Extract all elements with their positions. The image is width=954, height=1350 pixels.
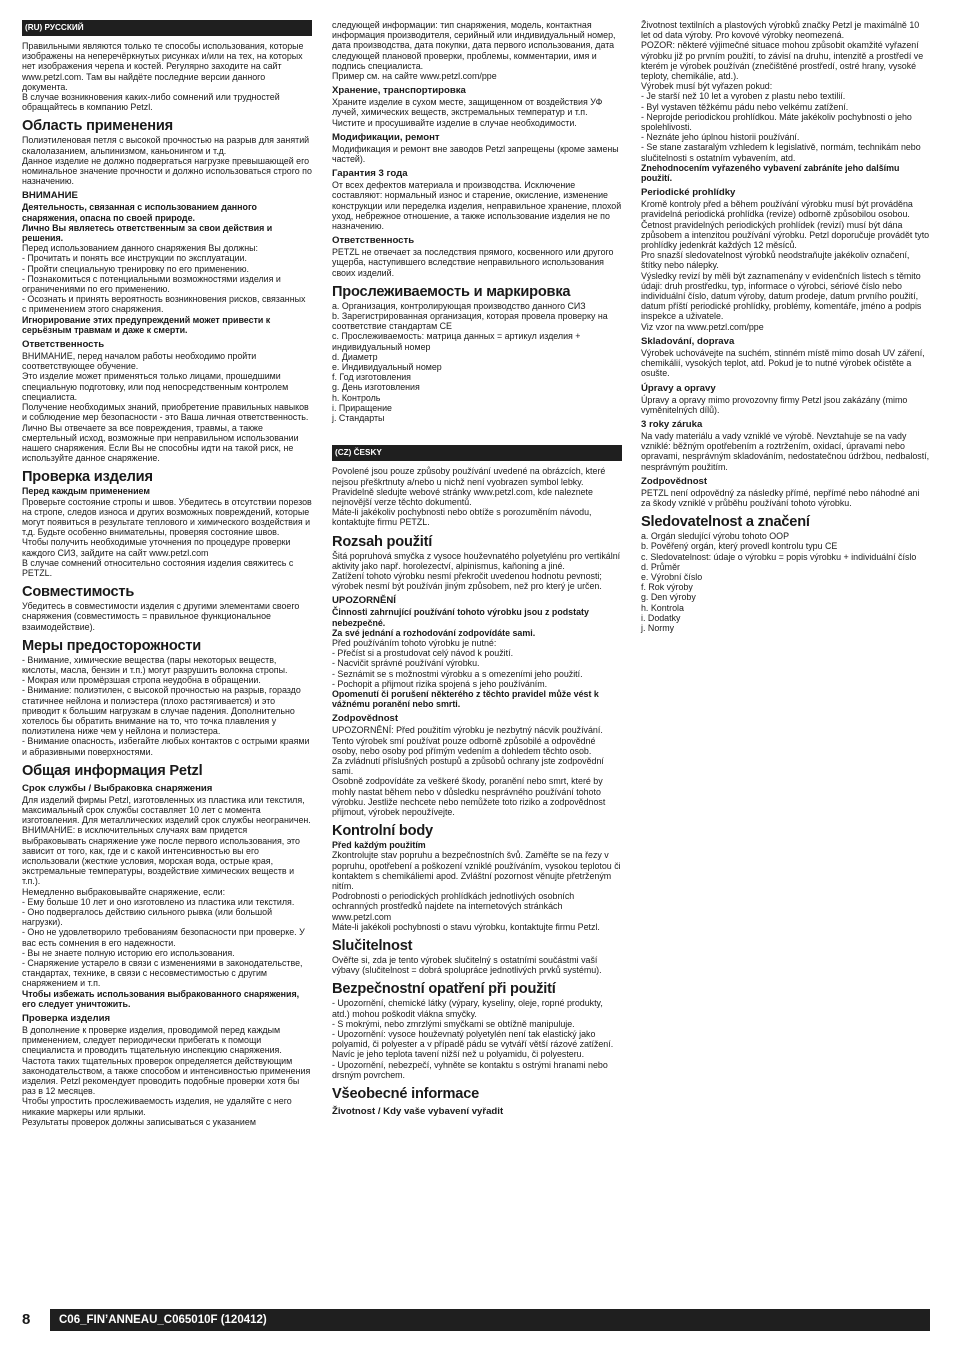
warning-text: Činnosti zahrnující používání tohoto výrobku jsou z podstaty nebezpečné. Za své jednání a rozhodování zodpovídáte sami. — [332, 607, 589, 638]
warning-text: Před každým použitím — [332, 840, 426, 851]
paragraph: Zkontrolujte stav popruhu a bezpečnostních švů. Zaměřte se na řezy v popruhu, opotřebení a poškození vzniklé používáním, vysokou teplotou či kontaktem s chemikáliemi apod. Zvláštní pozornost věnujte přetrženým nitím. Podrobnosti o periodických prohlídkách jednotlivých osobních ochranných prostředků najdete na internetových stránkách www.petzl.com Máte-li jakékoli pochybnosti o stavu výrobku, kontaktujte firmu Petzl. — [332, 850, 621, 932]
section-heading: Bezpečnostní opatření při použití — [332, 981, 556, 998]
column-3 — [641, 20, 931, 633]
section-heading: Совместимость — [22, 584, 135, 601]
language-header: (CZ) ČESKY — [332, 445, 622, 461]
warning-text: Игнорирование этих предупреждений может привести к серьёзным травмам и даже к смерти. — [22, 314, 271, 335]
paragraph: Šitá popruhová smyčka z vysoce houževnatého polyetylénu pro vertikální aktivity jako např. horolezectví, alpinismus, kaňoning a jiné. Zatížení tohoto výrobku nesmí překročit uvedenou hodnotu pevnosti; výrobek nesmí být používán jiným způsobem, než pro který je určen. — [332, 550, 621, 592]
subsection-heading: Skladování, doprava — [641, 335, 735, 347]
paragraph: Úpravy a opravy mimo provozovny firmy Petzl jsou zakázány (mimo vyměnitelných dílů). — [641, 394, 908, 415]
paragraph: От всех дефектов материала и производства. Исключение составляют: нормальный износ и старение, окисление, изменение конструкции или переделка изделия, неправильное хранение, плохой уход, небрежное отношение, а также использование изделия не по назначению. — [332, 180, 622, 232]
section-heading: Slučitelnost — [332, 938, 413, 955]
paragraph: a. Orgán sledující výrobu tohoto OOP b. Pověřený orgán, který provedl kontrolu typu CE c. Sledovatelnost: údaje o výrobku = popis výrobku + individuální číslo d. Průměr e. Výrobní číslo f. Rok výroby g. Den výroby h. Kontrola i. Dodatky j. Normy — [641, 531, 917, 633]
paragraph: Полиэтиленовая петля с высокой прочностью на разрыв для занятий скалолазанием, альпинизмом, каньонингом и т.д. Данное изделие не должно подвергаться нагрузке превышающей его номинальное значение прочности и должно использоваться строго по назначению. — [22, 135, 312, 187]
subsection-heading: Модификации, ремонт — [332, 131, 440, 143]
subsection-heading: ВНИМАНИЕ — [22, 190, 78, 202]
paragraph: ВНИМАНИЕ, перед началом работы необходимо пройти соответствующее обучение. Это изделие может применяться только лицами, прошедшими специальную подготовку, или под непосредственным контролем специалиста. Получение необходимых знаний, приобретение правильных навыков и соблюдение мер безопасности - это Ваша личная ответственность. Лично Вы отвечаете за все повреждения, травмы, а также смертельный исход, возможные при неправильном использовании нашего снаряжения. Если Вы не способны идти на такой риск, не используйте данное снаряжение. — [22, 351, 309, 464]
section-heading: Kontrolní body — [332, 823, 433, 840]
paragraph: Kromě kontroly před a během používání výrobku musí být prováděna pravidelná periodická prohlídka (revize) odborně způsobilou osobou. Četnost pravidelných periodických prohlídek (revizí) musí být dána způsobem a intenzitou používání výrobku. Petzl doporučuje provádět tyto prohlídky jedenkrát každých 12 měsíců. Pro snazší sledovatelnost výrobků neodstraňujte jakékoliv označení, štítky nebo nálepky. Výsledky revizí by měli být zaznamenány v evidenčních listech s těmito údaji: druh prostředku, typ, informace o výrobci, sériové číslo nebo individuální číslo, datum výroby, datum prodeje, datum prvního použití, datum příští periodické prohlídky, problémy, komentáře, jméno a podpis inspekce a uživatele. Viz vzor na www.petzl.com/ppe — [641, 199, 930, 332]
subsection-heading: Проверка изделия — [22, 1013, 111, 1025]
subsection-heading: Životnost / Kdy vaše vybavení vyřadit — [332, 1106, 504, 1118]
paragraph: - Upozornění, chemické látky (výpary, kyseliny, oleje, ropné produkty, atd.) mohou poškodit vlákna smyčky. - S mokrými, nebo zmrzlými smyčkami se obtížně manipuluje. - Upozornění: vysoce houževnatý polyetylén není tak elastický jako polyamid, či polyester a v případě pádu se vytváří větší rázové zatížení. Navíc je jeho teplota tavení nižší než u polyamidu, či polyesteru. - Upozornění, nebezpečí, vyhněte se kontaktu s ostrými hranami nebo drsným povrchem. — [332, 998, 614, 1080]
section-spacer — [332, 423, 622, 445]
subsection-heading: 3 roky záruka — [641, 418, 703, 430]
paragraph: В дополнение к проверке изделия, проводимой перед каждым применением, следует периодически прибегать к помощи специалиста и проводить тщательную инспекцию снаряжения. Частота таких тщательных проверок определяется действующим законодательством, а также способом и интенсивностью применения изделия. Petzl рекомендует проводить подобные проверки хотя бы раз в 12 месяцев. Чтобы упростить прослеживаемость изделия, не удаляйте с него никакие маркеры или ярлыки. Результаты проверок должны записываться с указанием — [22, 1025, 311, 1127]
subsection-heading: Periodické prohlídky — [641, 187, 736, 199]
paragraph: Životnost textilních a plastových výrobků značky Petzl je maximálně 10 let od data výroby. Pro kovové výrobky neomezená. POZOR: některé výjimečné situace mohou způsobit okamžité vyřazení výrobku již po prvním použití, to závisí na druhu, intenzitě a prostředí ve kterém je výrobek používán (znečištěné prostředí, ostré hrany, vysoké teploty, chemikálie, atd.). Výrobek musí být vyřazen pokud: - Je starší než 10 let a vyroben z plastu nebo textilií. - Byl vystaven těžkému pádu nebo velkému zatížení. - Neprojde periodickou prohlídkou. Máte jakékoliv pochybnosti o jeho spolehlivosti. - Neznáte jeho úplnou historii používání. - Se stane zastaralým vzhledem k legislativě, normám, technikám nebo slučitelnosti s ostatním vybavením, atd. — [641, 20, 924, 163]
language-header: (RU) РУССКИЙ — [22, 20, 312, 36]
page-footer — [22, 1309, 930, 1331]
subsection-heading: Срок службы / Выбраковка снаряжения — [22, 782, 213, 794]
paragraph: следующей информации: тип снаряжения, модель, контактная информация производителя, серийный или индивидуальный номер, дата производства, дата покупки, дата первого использования, дата следующей плановой проверки, проблемы, комментарии, имя и подпись специалиста. Пример см. на сайте www.petzl.com/ppe — [332, 20, 616, 82]
warning-text: Чтобы избежать использования выбракованного снаряжения, его следует уничтожить. — [22, 988, 300, 1009]
section-heading: Меры предосторожности — [22, 637, 202, 654]
section-heading: Všeobecné informace — [332, 1086, 480, 1103]
column-1 — [22, 20, 312, 1127]
warning-text: Деятельность, связанная с использованием данного снаряжения, опасна по своей природе. Лично Вы являетесь ответственным за свои действия и решения. — [22, 202, 273, 244]
subsection-heading: Úpravy a opravy — [641, 382, 716, 394]
paragraph: Убедитесь в совместимости изделия с другими элементами своего снаряжения (совместимость = правильное функциональное взаимодействие). — [22, 601, 300, 632]
subsection-heading: Zodpovědnost — [641, 475, 708, 487]
column-2 — [332, 20, 622, 1118]
section-heading: Область применения — [22, 118, 173, 135]
paragraph: Правильными являются только те способы использования, которые изображены на неперечёркнутых рисунках и/или на тех, на которых нет изображения черепа и костей. Регулярно заходите на сайт www.petzl.com. Там вы найдёте последние версии данного документа. В случае возникновения каких-либо сомнений или трудностей обращайтесь в компанию Petzl. — [22, 41, 304, 113]
paragraph: a. Организация, контролирующая производство данного СИЗ b. Зарегистрированная организация, которая провела проверку на соответствие стандартам CE c. Прослеживаемость: матрица данных = артикул изделия + индивидуальный номер d. Диаметр e. Индивидуальный номер f. Год изготовления g. День изготовления h. Контроль i. Приращение j. Стандарты — [332, 300, 608, 424]
subsection-heading: Zodpovědnost — [332, 713, 399, 725]
paragraph: Výrobek uchovávejte na suchém, stinném místě mimo dosah UV záření, chemikálií, vysokých teplot, atd. Pokud je to nutné výrobek očistěte a osušte. — [641, 347, 925, 379]
paragraph: Храните изделие в сухом месте, защищенном от воздействия УФ лучей, химических веществ, экстремальных температур и т.п. Чистите и просушивайте изделие в случае необходимости. — [332, 97, 603, 128]
paragraph: Ověřte si, zda je tento výrobek slučitelný s ostatními součástmi vaší výbavy (slučitelnost = dobrá spolupráce jednotlivých prvků systému). — [332, 955, 602, 976]
paragraph: Модификация и ремонт вне заводов Petzl запрещены (кроме замены частей). — [332, 143, 619, 165]
subsection-heading: UPOZORNĚNÍ — [332, 595, 396, 607]
page-number: 8 — [22, 1311, 31, 1328]
warning-text: Opomenutí či porušení některého z těchto pravidel může vést k vážnému poranění nebo smrti. — [332, 688, 599, 710]
paragraph: Проверьте состояние стропы и швов. Убедитесь в отсутствии порезов на стропе, следов износа и других возможных повреждений, которые могут появиться в результате теплового и химического воздействия и т.д. Будьте особенно внимательны, проверяя состояние швов. Чтобы получить необходимые уточнения по процедуре проверки каждого СИЗ, зайдите на сайт www.petzl.com В случае сомнений относительно состояния изделия свяжитесь с PETZL. — [22, 496, 312, 578]
paragraph: PETZL не отвечает за последствия прямого, косвенного или другого ущерба, наступившего вследствие неправильного использования своих изделий. — [332, 247, 614, 278]
paragraph: Перед использованием данного снаряжения Вы должны: - Прочитать и понять все инструкции по эксплуатации. - Пройти специальную тренировку по его применению. - Познакомиться с потенциальными возможностями изделия и ограничениями по его применению. - Осознать и принять вероятность возникновения рисков, связанных с применением этого снаряжения. — [22, 243, 306, 315]
paragraph: PETZL není odpovědný za následky přímé, nepřímé nebo náhodné ani za škody vzniklé v průběhu používání tohoto výrobku. — [641, 487, 920, 508]
section-heading: Общая информация Petzl — [22, 762, 203, 779]
subsection-heading: Гарантия 3 года — [332, 168, 408, 180]
paragraph: - Внимание, химические вещества (пары некоторых веществ, кислоты, масла, бензин и т.п.) могут разрушить волокна стропы. - Мокрая или промёрзшая стропа неудобна в обращении. - Внимание: полиэтилен, с высокой прочностью на разрыв, гораздо статичнее нейлона и полиэстера (плохо растягивается) и это приводит к большим нагрузкам в случае падения. Дополнительно хотелось бы обратить внимание на то, что точка плавления у полиэтилена ниже чем у нейлона и полиэстера. - Внимание опасность, избегайте любых контактов с острыми краями и абразивными поверхностями. — [22, 654, 310, 757]
paragraph: Povolené jsou pouze způsoby používání uvedené na obrázcích, které nejsou přeškrtnuty a/nebo u nichž není vyobrazen symbol lebky. Pravidelně sledujte webové stránky www.petzl.com, kde naleznete nejnovější verze těchto dokumentů. Máte-li jakékoliv pochybnosti nebo obtíže s porozuměním návodu, kontaktujte firmu PETZL. — [332, 466, 606, 528]
subsection-heading: Ответственность — [22, 339, 105, 351]
paragraph: Před používáním tohoto výrobku je nutné: - Přečíst si a prostudovat celý návod k použití. - Nacvičit správné používání výrobku. - Seznámit se s možnostmi výrobku a s omezeními jeho použití. - Pochopit a přijmout rizika spojená s jeho používáním. — [332, 637, 583, 689]
section-heading: Прослеживаемость и маркировка — [332, 283, 571, 300]
paragraph: UPOZORNĚNÍ: Před použitím výrobku je nezbytný nácvik používání. Tento výrobek smí používat pouze odborně způsobilé a odpovědné osoby, nebo osoby pod přímým vedením a dohledem těchto osob. Za zvládnutí příslušných postupů a způsobů ochrany jste zodpovědní sami. Osobně zodpovídáte za veškeré škody, poranění nebo smrt, které by mohly nastat během nebo v důsledku nesprávného používání tohoto výrobku. Jestliže nechcete nebo nemůžete toto riziko a zodpovědnost přijmout, výrobek nepoužívejte. — [332, 725, 606, 817]
warning-text: Znehodnocením vyřazeného vybavení zabráníte jeho dalšímu použití. — [641, 162, 900, 184]
subsection-heading: Ответственность — [332, 235, 415, 247]
section-heading: Sledovatelnost a značení — [641, 514, 810, 531]
paragraph: Для изделий фирмы Petzl, изготовленных из пластика или текстиля, максимальный срок службы составляет 10 лет с момента изготовления. Для металлических изделий срок службы неограничен. ВНИМАНИЕ: в исключительных случаях вам придется выбраковывать снаряжение уже после первого использования, это зависит от того, как, где и с какой интенсивностью вы его использовали (жесткие условия, морская вода, острые края, экстремальные температуры, воздействие химических веществ и т.п.). Немедленно выбраковывайте снаряжение, если: - Ему больше 10 лет и оно изготовлено из пластика или текстиля. - Оно подвергалось действию сильного рывка (или большой нагрузки). - Оно не удовлетворило требованиям безопасности при проверке. У вас есть сомнения в его надежности. - Вы не знаете полную историю его использования. - Снаряжение устарело в связи с изменениями в законодательстве, стандартах, технике, в связи с несовместимостью с другим снаряжением и т.п. — [22, 794, 311, 989]
paragraph: Na vady materiálu a vady vzniklé ve výrobě. Nevztahuje se na vady vzniklé: běžným opotřebením a roztržením, oxidací, úpravami nebo opravami, nesprávným skladováním, nedostatečnou údržbou, nedbalostí, nesprávným použitím. — [641, 430, 930, 472]
section-heading: Проверка изделия — [22, 469, 153, 486]
document-code: C06_FIN’ANNEAU_C065010F (120412) — [50, 1309, 930, 1331]
section-heading: Rozsah použití — [332, 533, 433, 550]
subsection-heading: Хранение, транспортировка — [332, 85, 466, 97]
warning-text: Перед каждым применением — [22, 486, 150, 497]
